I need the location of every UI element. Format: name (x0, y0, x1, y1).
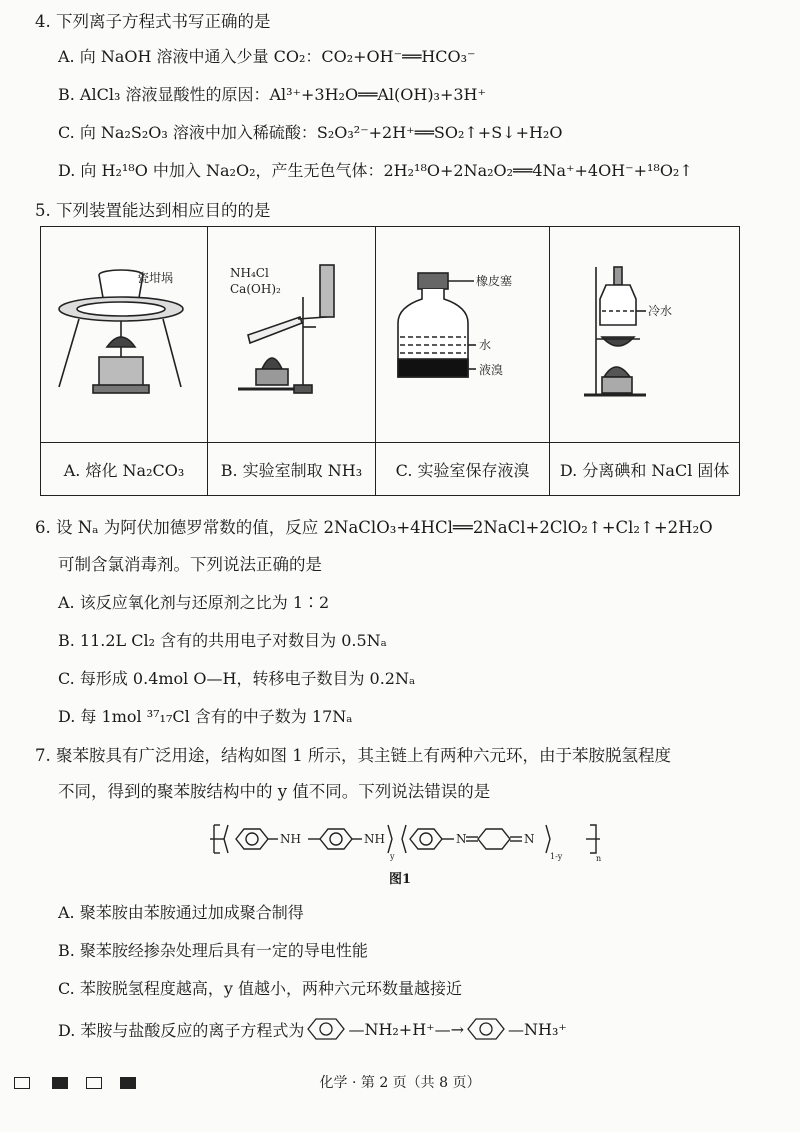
q4-option-a: A. 向 NaOH 溶液中通入少量 CO₂：CO₂+OH⁻══HCO₃⁻ (58, 47, 476, 66)
bromine-label: 液溴 (478, 363, 503, 377)
nh-group-2: NH (364, 832, 385, 846)
apparatus-table (40, 226, 740, 496)
q4-option-c: C. 向 Na₂S₂O₃ 溶液中加入稀硫酸：S₂O₃²⁻+2H⁺══SO₂↑+S↓+H₂O (58, 123, 563, 142)
q6-option-c: C. 每形成 0.4mol O—H，转移电子数目为 0.2Nₐ (58, 669, 416, 688)
apparatus-d (550, 227, 740, 443)
q4-head: 4. 下列离子方程式书写正确的是 (35, 12, 271, 31)
q7-option-d-prefix: D. 苯胺与盐酸反应的离子方程式为 (58, 1020, 305, 1040)
q6-option-a: A. 该反应氧化剂与还原剂之比为 1∶2 (58, 593, 330, 612)
q7-option-a: A. 聚苯胺由苯胺通过加成聚合制得 (58, 903, 304, 922)
caption-b: B. 实验室制取 NH₃ (208, 443, 376, 496)
page-footer: 化学 · 第 2 页（共 8 页） (319, 1075, 481, 1091)
n-group-2: N (524, 832, 535, 846)
subscript-y: y (390, 852, 395, 861)
crucible-label: 瓷坩埚 (137, 271, 174, 285)
crucible-heating-figure (41, 227, 208, 442)
caption-a: A. 熔化 Na₂CO₃ (41, 443, 208, 496)
reagent-2-label: Ca(OH)₂ (230, 282, 281, 296)
apparatus-a (41, 227, 208, 443)
q7-option-d (58, 1016, 567, 1042)
q6-option-b: B. 11.2L Cl₂ 含有的共用电子对数目为 0.5Nₐ (58, 631, 387, 650)
benzene-ring-icon (464, 1016, 508, 1042)
q7-option-c: C. 苯胺脱氢程度越高，y 值越小，两种六元环数量越接近 (58, 979, 462, 998)
q7-line1: 7. 聚苯胺具有广泛用途，结构如图 1 所示，其主链上有两种六元环，由于苯胺脱氢程度 (35, 746, 671, 765)
q7-option-b: B. 聚苯胺经掺杂处理后具有一定的导电性能 (58, 941, 368, 960)
q6-line1: 6. 设 Nₐ 为阿伏加德罗常数的值，反应 2NaClO₃+4HCl══2NaCl+2ClO₂↑+Cl₂↑+2H₂O (35, 518, 713, 537)
stopper-label: 橡皮塞 (475, 274, 512, 288)
benzene-ring-icon (304, 1016, 348, 1042)
apparatus-c (375, 227, 550, 443)
caption-d: D. 分离碘和 NaCl 固体 (550, 443, 740, 496)
reagent-1-label: NH₄Cl (230, 266, 269, 280)
q5-head: 5. 下列装置能达到相应目的的是 (35, 201, 271, 220)
q6-option-d: D. 每 1mol ³⁷₁₇Cl 含有的中子数为 17Nₐ (58, 707, 353, 726)
figure-1-label: 图1 (388, 872, 412, 887)
n-group-1: N (456, 832, 467, 846)
polyaniline-structure (210, 815, 600, 863)
ammonia-prep-figure (208, 227, 376, 442)
water-label: 水 (478, 338, 491, 352)
q7-option-d-end: —NH₃⁺ (508, 1019, 567, 1039)
q6-line2: 可制含氯消毒剂。下列说法正确的是 (58, 555, 322, 574)
q4-option-b: B. AlCl₃ 溶液显酸性的原因：Al³⁺+3H₂O══Al(OH)₃+3H⁺ (58, 85, 486, 104)
sublimation-figure (550, 227, 740, 442)
q7-option-d-mid: —NH₂+H⁺—→ (348, 1019, 465, 1039)
q4-option-d: D. 向 H₂¹⁸O 中加入 Na₂O₂，产生无色气体：2H₂¹⁸O+2Na₂O₂══4Na⁺+4OH⁻+¹⁸O₂↑ (58, 161, 693, 180)
q7-line2: 不同，得到的聚苯胺结构中的 y 值不同。下列说法错误的是 (58, 782, 491, 801)
subscript-n: n (596, 854, 602, 863)
nh-group-1: NH (280, 832, 301, 846)
apparatus-b (208, 227, 376, 443)
caption-c: C. 实验室保存液溴 (375, 443, 550, 496)
subscript-1-y: 1-y (550, 852, 563, 861)
cold-water-label: 冷水 (648, 304, 673, 318)
bromine-storage-figure (376, 227, 551, 442)
